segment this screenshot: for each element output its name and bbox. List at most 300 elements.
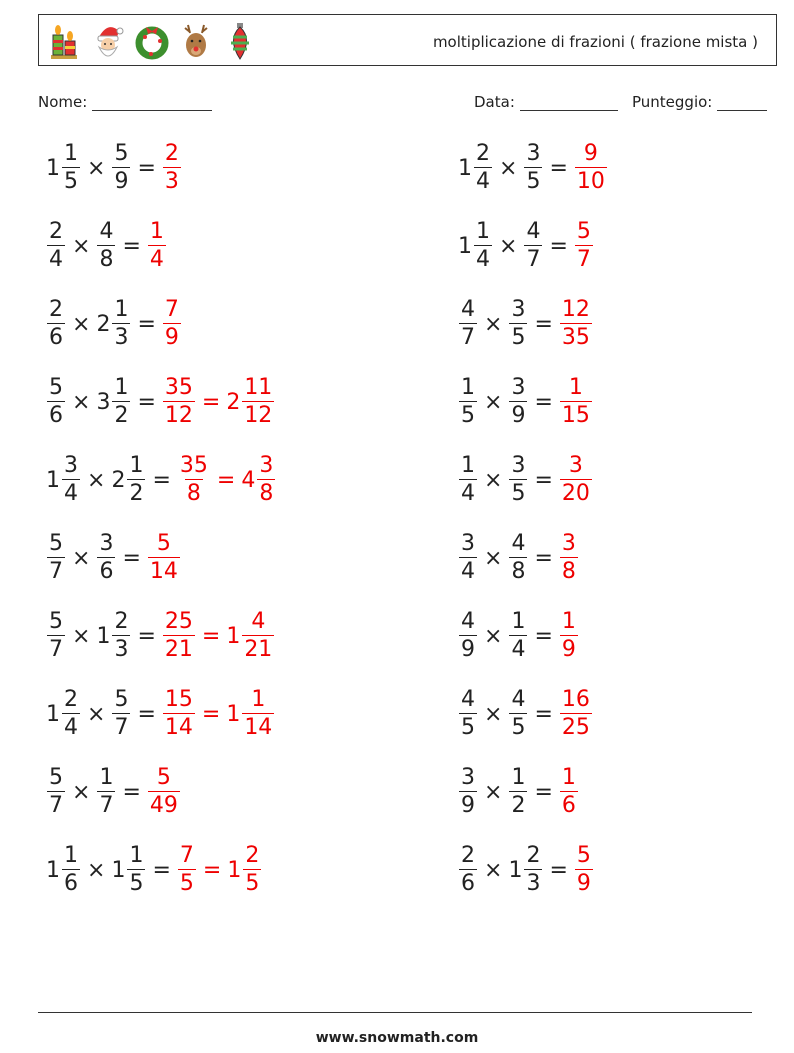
fraction [163,299,181,349]
denominator: 9 [511,403,526,428]
fraction [148,767,180,817]
numerator: 5 [576,219,591,244]
fraction [575,221,593,271]
answer [162,143,182,193]
fraction [474,221,492,271]
fraction [47,767,65,817]
fraction [112,377,130,427]
equals-sign: = [534,311,553,337]
numerator: 2 [49,297,63,322]
operand-b [508,689,528,739]
fraction [257,455,275,505]
equals-sign: = [137,623,156,649]
fraction [163,377,195,427]
numerator: 2 [164,141,179,166]
wreath-icon [135,21,169,61]
operand-a [458,377,478,427]
numerator: 4 [461,297,475,322]
operand-b [111,143,131,193]
whole-number: 1 [46,467,60,493]
denominator: 4 [64,481,78,506]
fraction [47,299,65,349]
name-label: Nome: [38,93,88,111]
fraction [97,533,115,583]
fraction [47,377,65,427]
problem-18 [458,767,579,817]
fraction [560,299,592,349]
operand-a [458,845,478,895]
denominator: 4 [511,637,526,662]
times-sign: × [72,233,91,259]
fraction [242,689,274,739]
times-sign: × [87,155,106,181]
numerator: 9 [583,141,598,166]
operand-b [96,533,116,583]
fraction [459,455,477,505]
denominator: 6 [49,403,63,428]
denominator: 8 [511,559,526,584]
denominator: 35 [561,325,590,350]
denominator: 5 [526,169,541,194]
answer [559,767,579,817]
numerator: 1 [114,297,129,322]
numerator: 2 [64,687,78,712]
operand-b [508,611,528,661]
answer [162,689,196,739]
operand-b [96,221,116,271]
numerator: 2 [526,843,541,868]
operand-a [46,455,81,505]
fraction [459,767,477,817]
denominator: 5 [461,403,475,428]
problem-8 [458,377,593,427]
answer [559,611,579,661]
fraction [575,845,593,895]
numerator: 11 [244,375,273,400]
fraction [148,533,180,583]
operand-a [46,377,66,427]
answer [177,845,197,895]
times-sign: × [87,857,106,883]
operand-a [46,845,81,895]
operand-b [508,377,528,427]
operand-b [508,845,543,895]
numerator: 3 [511,297,526,322]
denominator: 8 [186,481,201,506]
whole-number: 1 [46,155,60,181]
whole-number: 1 [458,155,472,181]
denominator: 7 [114,715,129,740]
times-sign: × [72,779,91,805]
whole-number: 1 [458,233,472,259]
equals-sign: = [534,389,553,415]
denominator: 5 [64,169,78,194]
answer [147,767,181,817]
fraction [509,455,527,505]
problem-6 [458,299,593,349]
answer [147,533,181,583]
denominator: 7 [576,247,591,272]
numerator: 4 [461,609,475,634]
fraction [47,611,65,661]
fraction [509,689,527,739]
answer [177,455,211,505]
fraction [148,221,166,271]
numerator: 5 [576,843,591,868]
problem-2 [458,143,608,193]
numerator: 2 [476,141,490,166]
equals-sign: = [137,311,156,337]
numerator: 5 [49,375,63,400]
fraction [163,143,181,193]
fraction [163,689,195,739]
numerator: 4 [461,687,475,712]
numerator: 1 [64,141,78,166]
whole-number: 1 [508,857,523,883]
fraction [459,299,477,349]
answer [574,845,594,895]
denominator: 2 [114,403,129,428]
times-sign: × [72,623,91,649]
numerator: 3 [511,375,526,400]
fraction [459,377,477,427]
operand-b [111,689,131,739]
denominator: 25 [561,715,590,740]
answer [162,611,196,661]
operand-a [46,767,66,817]
numerator: 1 [114,375,129,400]
operand-a [458,767,478,817]
denominator: 4 [461,481,475,506]
fraction [509,377,527,427]
fraction [127,455,145,505]
numerator: 1 [129,453,144,478]
denominator: 8 [561,559,576,584]
fraction [97,767,115,817]
whole-number: 1 [96,623,111,649]
denominator: 7 [99,793,114,818]
numerator: 3 [511,453,526,478]
denominator: 3 [114,325,129,350]
operand-b [96,767,116,817]
denominator: 6 [99,559,114,584]
fraction [474,143,492,193]
equals-sign: = [122,779,141,805]
denominator: 21 [244,637,273,662]
reindeer-icon [179,21,213,61]
operand-b [523,221,543,271]
fraction [62,845,80,895]
whole-number: 2 [226,389,241,415]
numerator: 5 [114,141,129,166]
equals-sign: = [152,857,171,883]
problem-20 [458,845,594,895]
denominator: 7 [49,637,63,662]
numerator: 35 [164,375,193,400]
denominator: 4 [149,247,164,272]
denominator: 4 [49,247,63,272]
denominator: 4 [476,247,490,272]
operand-b [508,767,528,817]
whole-number: 1 [46,701,60,727]
fraction [47,533,65,583]
denominator: 7 [49,793,63,818]
denominator: 4 [461,559,475,584]
equals-sign: = [534,701,553,727]
denominator: 12 [164,403,193,428]
denominator: 5 [245,871,260,896]
answer [559,689,593,739]
numerator: 3 [64,453,78,478]
numerator: 16 [561,687,590,712]
fraction [112,689,130,739]
numerator: 4 [251,609,266,634]
fraction [112,611,130,661]
fraction [127,845,145,895]
numerator: 1 [561,609,576,634]
worksheet-header [38,14,777,66]
denominator: 3 [526,871,541,896]
fraction [524,221,542,271]
denominator: 9 [164,325,179,350]
numerator: 5 [49,531,63,556]
problem-12 [458,533,579,583]
answer [559,533,579,583]
answer [226,377,275,427]
operand-a [458,611,478,661]
numerator: 1 [561,765,576,790]
fraction [459,845,477,895]
operand-b [508,299,528,349]
times-sign: × [484,857,503,883]
fraction [243,845,261,895]
fraction [97,221,115,271]
operand-b [523,143,543,193]
answer [162,299,182,349]
score-blank [717,94,767,111]
numerator: 2 [245,843,260,868]
answer [559,377,593,427]
fraction [459,611,477,661]
denominator: 3 [164,169,179,194]
answer [227,845,262,895]
denominator: 9 [461,637,475,662]
whole-number: 1 [111,857,126,883]
problem-7 [46,377,275,427]
whole-number: 4 [241,467,256,493]
denominator: 2 [511,793,526,818]
problem-17 [46,767,181,817]
denominator: 12 [244,403,273,428]
date-field [474,93,618,111]
santa-icon [91,21,125,61]
operand-a [46,689,81,739]
times-sign: × [484,389,503,415]
denominator: 8 [259,481,274,506]
numerator: 7 [164,297,179,322]
denominator: 7 [49,559,63,584]
times-sign: × [484,623,503,649]
numerator: 7 [179,843,194,868]
name-field [38,93,212,111]
equals-sign: = [137,701,156,727]
fraction [509,299,527,349]
equals-sign: = [549,155,568,181]
ornament-icon [223,21,257,61]
fraction [112,143,130,193]
denominator: 5 [179,871,194,896]
numerator: 4 [511,687,526,712]
fraction [575,143,607,193]
numerator: 35 [179,453,208,478]
operand-a [458,455,478,505]
numerator: 4 [526,219,541,244]
denominator: 5 [129,871,144,896]
numerator: 2 [49,219,63,244]
answer [574,221,594,271]
operand-b [96,299,131,349]
fraction [178,845,196,895]
times-sign: × [499,155,518,181]
numerator: 3 [526,141,541,166]
fraction [459,689,477,739]
problem-1 [46,143,182,193]
operand-b [111,845,146,895]
fraction [178,455,210,505]
fraction [560,767,578,817]
denominator: 49 [149,793,178,818]
equals-sign: = [122,545,141,571]
equals-sign: = [549,233,568,259]
times-sign: × [72,545,91,571]
score-label: Punteggio: [632,93,713,111]
fraction [62,689,80,739]
times-sign: × [484,701,503,727]
answer [559,299,593,349]
problem-5 [46,299,182,349]
equals-sign: = [534,467,553,493]
operand-a [458,221,493,271]
denominator: 2 [129,481,144,506]
times-sign: × [484,311,503,337]
answer [162,377,196,427]
numerator: 25 [164,609,193,634]
problem-16 [458,689,593,739]
equals-sign: = [549,857,568,883]
answer [574,143,608,193]
denominator: 9 [576,871,591,896]
denominator: 3 [114,637,129,662]
footer-url: www.snowmath.com [315,1030,479,1046]
fraction [560,533,578,583]
times-sign: × [484,779,503,805]
operand-a [458,533,478,583]
denominator: 6 [561,793,576,818]
candles-icon [47,21,81,61]
denominator: 5 [511,481,526,506]
operand-a [458,689,478,739]
footer-divider [38,1012,752,1013]
fraction [242,611,274,661]
denominator: 7 [526,247,541,272]
problem-4 [458,221,594,271]
times-sign: × [72,311,91,337]
answer-equals-sign: = [216,467,236,493]
denominator: 15 [561,403,590,428]
whole-number: 3 [96,389,111,415]
numerator: 1 [461,375,475,400]
numerator: 1 [251,687,266,712]
equals-sign: = [534,623,553,649]
operand-a [458,143,493,193]
numerator: 4 [99,219,114,244]
operand-b [508,455,528,505]
equals-sign: = [122,233,141,259]
whole-number: 2 [96,311,111,337]
worksheet-title: moltiplicazione di frazioni ( frazione mista ) [432,33,758,51]
operand-a [46,611,66,661]
numerator: 1 [511,765,526,790]
operand-a [46,533,66,583]
numerator: 1 [511,609,526,634]
operand-a [46,143,81,193]
problem-13 [46,611,275,661]
denominator: 10 [576,169,605,194]
date-label: Data: [474,93,515,111]
numerator: 5 [114,687,129,712]
denominator: 9 [561,637,576,662]
denominator: 6 [64,871,78,896]
fraction [242,377,274,427]
operand-a [46,299,66,349]
answer-equals-sign: = [202,857,222,883]
fraction [509,533,527,583]
times-sign: × [484,545,503,571]
equals-sign: = [534,545,553,571]
denominator: 14 [164,715,193,740]
times-sign: × [484,467,503,493]
problem-19 [46,845,262,895]
problem-14 [458,611,579,661]
numerator: 2 [461,843,475,868]
whole-number: 1 [226,701,241,727]
problem-15 [46,689,275,739]
denominator: 9 [114,169,129,194]
denominator: 8 [99,247,114,272]
numerator: 1 [149,219,164,244]
denominator: 4 [476,169,490,194]
answer-equals-sign: = [201,701,221,727]
denominator: 14 [244,715,273,740]
date-blank [520,94,618,111]
times-sign: × [72,389,91,415]
answer-equals-sign: = [201,623,221,649]
numerator: 5 [49,609,63,634]
score-field [632,93,767,111]
numerator: 5 [156,531,171,556]
denominator: 4 [64,715,78,740]
denominator: 6 [461,871,475,896]
numerator: 1 [129,843,144,868]
denominator: 5 [511,325,526,350]
answer-equals-sign: = [201,389,221,415]
fraction [524,845,542,895]
answer [559,455,593,505]
operand-b [96,611,131,661]
fraction [62,455,80,505]
numerator: 3 [461,531,475,556]
numerator: 5 [156,765,171,790]
